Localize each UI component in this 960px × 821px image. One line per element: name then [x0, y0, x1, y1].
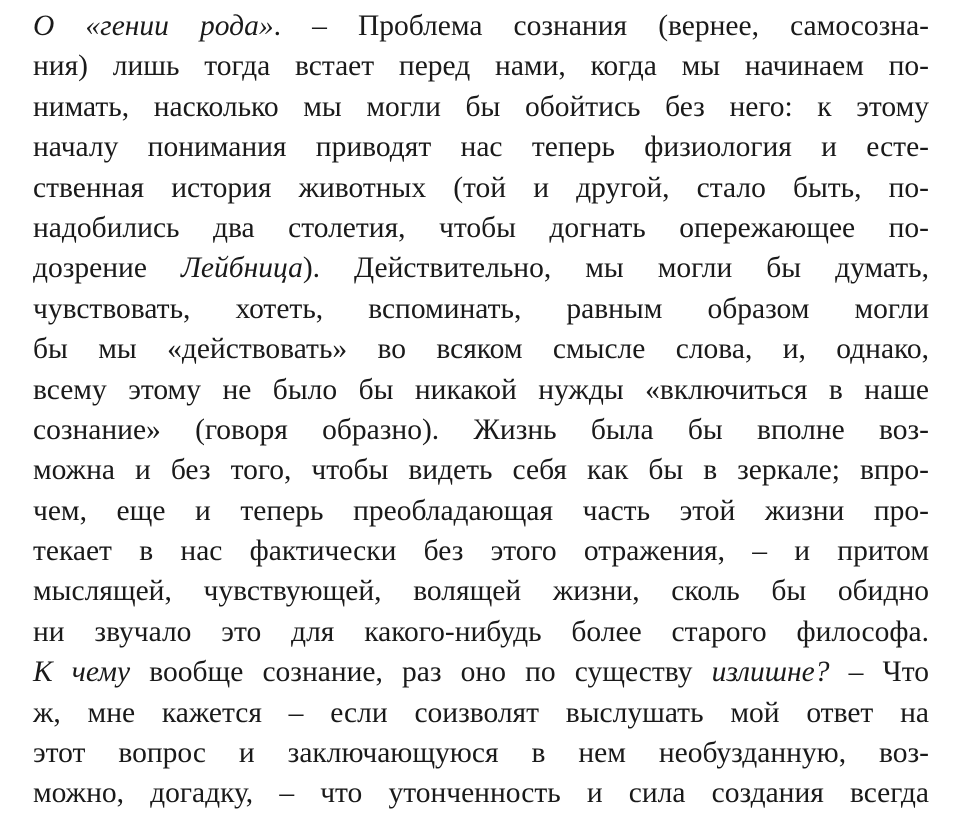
text-segment: можна и без того, чтобы видеть себя как бы в зеркале; впро-: [33, 454, 929, 487]
text-line: [33, 571, 929, 611]
text-line: [33, 531, 929, 571]
text-segment: нимать, насколько мы могли бы обойтись без него: к этому: [33, 90, 929, 123]
text-line: [33, 652, 929, 692]
text-line: [33, 612, 929, 652]
text-line: [33, 491, 929, 531]
text-segment: этот вопрос и заключающуюся в нем необузданную, воз-: [33, 737, 929, 770]
text-line: [33, 248, 929, 288]
document-page: [33, 6, 929, 814]
text-line: [33, 370, 929, 410]
text-segment: надобились два столетия, чтобы догнать опережающее по-: [33, 211, 929, 244]
text-segment: текает в нас фактически без этого отражения, – и притом: [33, 535, 929, 568]
text-line: [33, 46, 929, 86]
text-segment: бы мы «действовать» во всяком смысле слова, и, однако,: [33, 333, 929, 366]
text-segment: ния) лишь тогда встает перед нами, когда мы начинаем по-: [33, 50, 929, 83]
text-line: [33, 289, 929, 329]
text-line: [33, 773, 929, 813]
text-segment: – Что: [829, 656, 929, 689]
italic-text: К чему: [33, 656, 131, 689]
text-segment: вообще сознание, раз оно по существу: [130, 656, 712, 689]
text-segment: ни звучало это для какого-нибудь более старого философа.: [33, 615, 929, 648]
text-segment: ж, мне кажется – если соизволят выслушать мой ответ на: [33, 696, 929, 729]
italic-text: О «гении рода»: [33, 10, 274, 42]
text-line: [33, 87, 929, 127]
text-segment: чем, еще и теперь преобладающая часть этой жизни про-: [33, 494, 929, 527]
text-segment: можно, догадку, – что утонченность и сила создания всегда: [33, 777, 929, 810]
text-line: [33, 208, 929, 248]
text-segment: сознание» (говоря образно). Жизнь была бы вполне воз-: [33, 413, 929, 446]
text-segment: всему этому не было бы никакой нужды «включиться в наше: [33, 373, 929, 406]
text-segment: дозрение: [33, 252, 181, 285]
text-line: [33, 450, 929, 490]
body-text: [33, 6, 929, 814]
text-line: [33, 733, 929, 773]
text-segment: . – Проблема сознания (вернее, самосозна-: [273, 10, 930, 42]
italic-text: Лейбница: [180, 252, 303, 285]
text-line: [33, 410, 929, 450]
text-line: [33, 6, 929, 46]
text-segment: ственная история животных (той и другой, стало быть, по-: [33, 171, 929, 204]
text-segment: мыслящей, чувствующей, волящей жизни, сколь бы обидно: [33, 575, 929, 608]
text-segment: чувствовать, хотеть, вспоминать, равным образом могли: [33, 292, 929, 325]
text-segment: ). Действительно, мы могли бы думать,: [302, 252, 929, 285]
text-line: [33, 693, 929, 733]
text-line: [33, 127, 929, 167]
text-line: [33, 329, 929, 369]
text-segment: началу понимания приводят нас теперь физиология и есте-: [33, 131, 929, 164]
italic-text: излишне?: [711, 656, 830, 689]
text-line: [33, 168, 929, 208]
